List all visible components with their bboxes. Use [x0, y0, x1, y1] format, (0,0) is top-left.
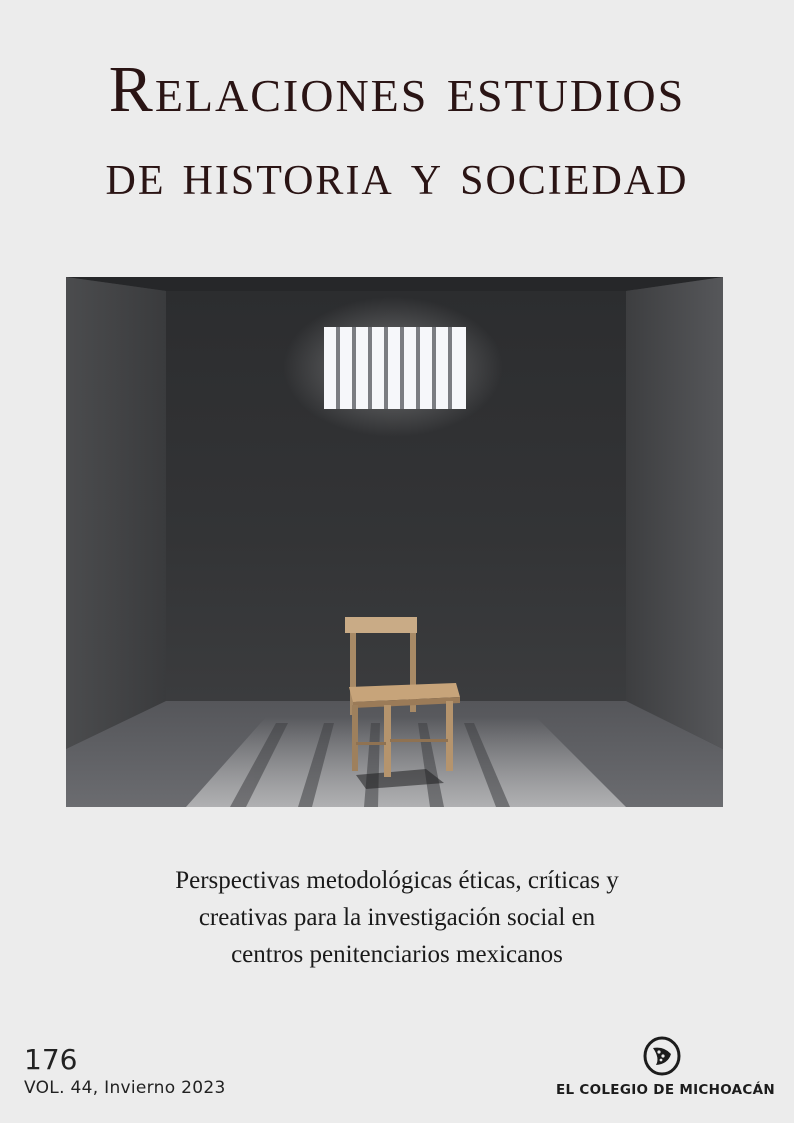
- cover-photo: [66, 277, 723, 807]
- barred-window-icon: [324, 327, 466, 409]
- publisher-logo: [556, 1036, 775, 1106]
- journal-title-line2: de historia y sociedad: [105, 141, 689, 207]
- issue-theme-line: centros penitenciarios mexicanos: [231, 941, 563, 968]
- volume-info: VOL. 44, Invierno 2023: [24, 1078, 226, 1098]
- issue-theme: [97, 862, 697, 973]
- publisher-name: EL COLEGIO DE MICHOACÁN: [556, 1082, 775, 1098]
- prison-cell-illustration: [66, 277, 723, 807]
- colegio-emblem-icon: [642, 1036, 682, 1076]
- issue-theme-line: Perspectivas metodológicas éticas, críticas y: [175, 867, 619, 894]
- journal-title-line1: Relaciones estudios: [108, 53, 686, 126]
- issue-theme-line: creativas para la investigación social en: [198, 904, 596, 931]
- issue-number: 176: [24, 1043, 78, 1076]
